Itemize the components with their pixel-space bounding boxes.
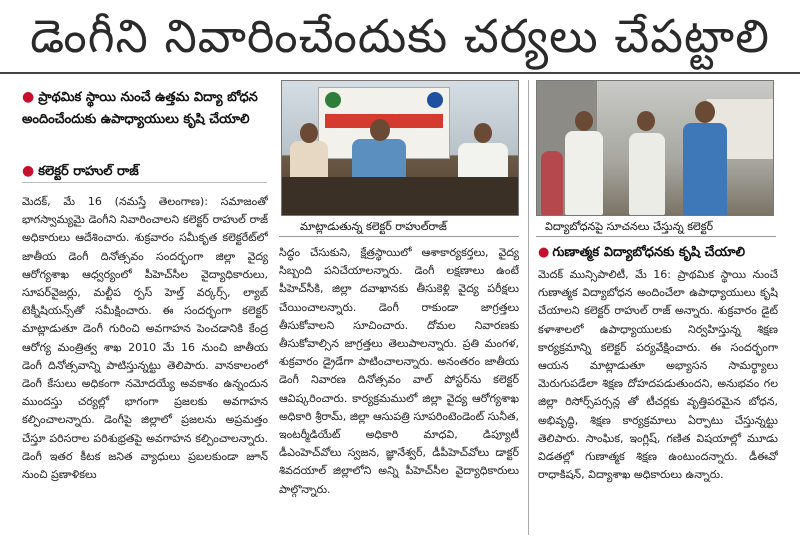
bullet-text-2: కలెక్టర్ రాహుల్ రాజ్ bbox=[38, 164, 139, 179]
photo-caption-2: విద్యాబోధనపై సూచనలు చేస్తున్న కలెక్టర్ bbox=[545, 220, 713, 233]
bullet-divider bbox=[22, 182, 267, 183]
bullet-dot-icon: ● bbox=[22, 163, 35, 179]
person-figure bbox=[565, 131, 603, 215]
column-divider bbox=[528, 80, 529, 535]
person-head bbox=[474, 123, 492, 143]
article1-column-1: మెదక్, మే 16 (నమస్తే తెలంగాణ): సమాజంతో భాగస్వామ్యమై డెంగీని నివారించాలని కలెక్టర్ రాహుల్ రాజ్ అధికారులు ఆదేశించారు. శుక్రవారం సమీకృత కలెక్టరేట్‌లో జాతీయ డెంగీ దినోత్సవం సందర్భంగా జిల్లా వైద్య ఆరోగ్యశాఖ ఆధ్వర్యంలో పీహెచ్‌సీల వైద్యాధికారులు, సూపర్‌వైజర్లు, మల్టీప ర్పస్ హెల్త్ వర్కర్స్, ల్యాబ్ టెక్నీషియన్స్‌తో సమీక్షించారు. ఈ సందర్భంగా కలెక్టర్ మాట్లాడుతూ డెంగీ గురించి అవగాహన పెంచడానికి కేంద్ర ఆరోగ్య మంత్రిత్వ శాఖ 2010 మే 16 నుంచి జాతీయ డెంగీ దినోత్సవాన్ని పాటిస్తున్నట్టు తెలిపారు. వానకాలంలో డెంగీ కేసులు అధికంగా నమోదయ్యే అవకాశం ఉన్నందున ముందస్తు చర్యల్లో భాగంగా ప్రజలకు అవగాహన కల్పించాలన్నారు. డెంగీపై జిల్లాలో ప్రజలను అప్రమత్తం చేస్తూ పరిసరాల పరిశుభ్రతపై అవగాహన కల్పించాలన్నారు. డెంగీ ఇతర కీటక జనిత వ్యాధులు ప్రబలకుండా జూన్ నుంచి ప్రణాళికలు bbox=[22, 195, 268, 482]
bullet-highlight-2 bbox=[22, 160, 262, 183]
person-head bbox=[370, 119, 390, 141]
desk bbox=[282, 177, 518, 215]
bullet-dot-icon: ● bbox=[22, 89, 35, 105]
article2-body: మెదక్ మున్సిపాలిటీ, మే 16: ప్రాథమిక స్థాయి నుంచే గుణాత్మక విద్యాబోధన అందించేలా ఉపాధ్యాయులు కృషి చేయాలని కలెక్టర్ రాహుల్ రాజ్ అన్నారు. శుక్రవారం డైట్ కళాశాలలో ఉపాధ్యాయులకు నిర్వహిస్తున్న శిక్షణ కార్యక్రమాన్ని కలెక్టర్ పర్యవేక్షించారు. ఈ సందర్భంగా ఆయన మాట్లాడుతూ అభ్యాసన సామర్థ్యాలు మెరుగుపడేలా శిక్షణ దోహదపడుతుందని, అనుభవం గల జిల్లా రిసోర్స్‌పర్సన్ల తో టీచర్లకు వృత్తిపరమైన బోధన, అభివృద్ధి, శిక్షణ కార్యక్రమాలు ఏర్పాటు చేస్తున్నట్టు తెలిపారు. సాంఘిక, ఇంగ్లిష్, గణిత విషయాల్లో మూడు విడతల్లో గుణాత్మక శిక్షణ ఉంటుందన్నారు. డీఈవో రాధాకిషన్, విద్యాశాఖ అధికారులు ఉన్నారు. bbox=[538, 268, 778, 482]
person-head bbox=[575, 111, 593, 131]
photo-collector-training bbox=[536, 80, 774, 216]
person-figure bbox=[541, 151, 563, 215]
person-head bbox=[637, 111, 655, 131]
article1-column-2: సిద్ధం చేసుకుని, క్షేత్రస్థాయిలో ఆశాకార్యకర్తలు, వైద్య సిబ్బంది పనిచేయాలన్నారు. డెంగీ లక్షణాలు ఉంటే పీహెచ్‌సీకి, జిల్లా దవాఖానకు తీసుకెళ్లి వైద్య పరీక్షలు చేయించాలన్నారు. డెంగీ రాకుండా జాగ్రత్తలు తీసుకోవాలని సూచించారు. దోమల నివారణకు తీసుకోవాల్సిన జాగ్రత్తలు తెలుపాలన్నారు. ప్రతి మంగళ, శుక్రవారం డ్రైడేగా పాటించాలన్నారు. అనంతరం జాతీయ డెంగీ నివారణ దినోత్సవం వాల్ పోస్టర్‌ను కలెక్టర్ ఆవిష్కరించారు. కార్యక్రమములో జిల్లా వైద్య ఆరోగ్యశాఖ అధికారి శ్రీరామ్, జిల్లా ఆసుపత్రి సూపరింటెండెంట్ సునీత, ఇంటర్మీడియేట్ అధికారి మాధవి, డిప్యూటీ డీఎంహెచ్‌వోలు స్వజన, జ్ఞానేశ్వర్, డీపీహెచ్‌వోలు డాక్టర్ శివదయాల్ జిల్లాలోని అన్ని పీహెచ్‌సీల వైద్యాధికారులు పాల్గొన్నారు. bbox=[279, 246, 519, 496]
caption-rule bbox=[279, 236, 519, 237]
headline-rule bbox=[0, 72, 800, 74]
bullet-text-1: ప్రాథమిక స్థాయి నుంచే ఉత్తమ విద్యా బోధన అందించేందుకు ఉపాధ్యాయులు కృషి చేయాలి bbox=[22, 90, 258, 127]
logo-icon bbox=[325, 92, 341, 108]
person-head bbox=[300, 123, 318, 143]
article2-subhead bbox=[538, 243, 783, 263]
logo-icon bbox=[427, 92, 443, 108]
bullet-highlight-1 bbox=[22, 86, 262, 131]
person-head bbox=[695, 101, 715, 123]
photo-collector-meeting bbox=[281, 80, 519, 216]
person-figure bbox=[683, 123, 727, 215]
person-figure bbox=[629, 133, 665, 215]
article2-subhead-text: గుణాత్మక విద్యాబోధనకు కృషి చేయాలి bbox=[552, 245, 745, 260]
headline: డెంగీని నివారించేందుకు చర్యలు చేపట్టాలి bbox=[30, 9, 770, 63]
caption-rule bbox=[536, 236, 776, 237]
bullet-dot-icon: ● bbox=[538, 245, 550, 260]
photo-caption-1: మాట్లాడుతున్న కలెక్టర్ రాహుల్‌రాజ్ bbox=[300, 220, 447, 233]
